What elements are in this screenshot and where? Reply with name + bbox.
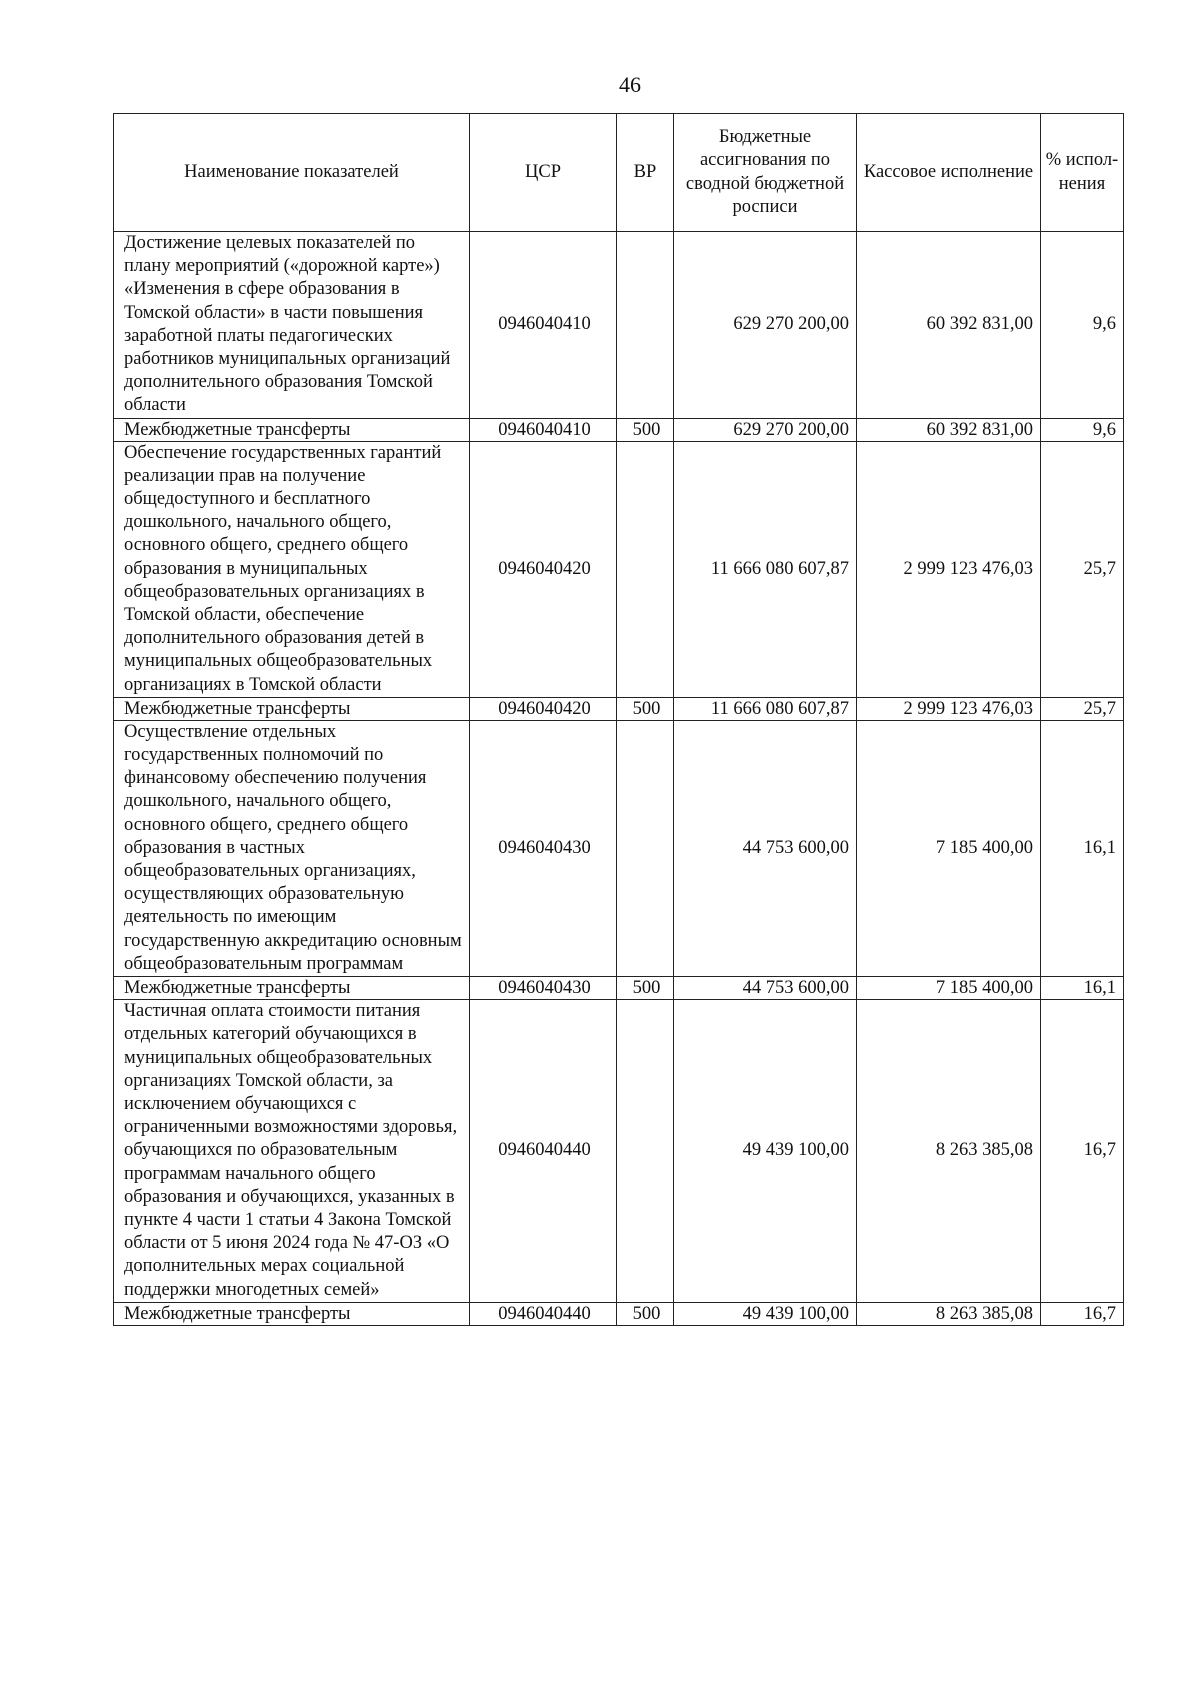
row-name: Межбюджетные трансферты: [114, 697, 470, 720]
row-budget: 44 753 600,00: [674, 977, 857, 1000]
row-budget: 11 666 080 607,87: [674, 441, 857, 697]
table-row: [114, 441, 1124, 697]
row-vr: 500: [617, 697, 674, 720]
row-csr: 0946040410: [470, 418, 617, 441]
row-cash: 8 263 385,08: [857, 1000, 1041, 1303]
row-vr: 500: [617, 977, 674, 1000]
row-csr: 0946040430: [470, 720, 617, 976]
row-cash: 2 999 123 476,03: [857, 697, 1041, 720]
row-budget: 629 270 200,00: [674, 232, 857, 419]
row-name: Достижение целевых показателей по плану мероприятий («дорожной карте») «Изменения в сфере образования в Томской области» в части повышения заработной платы педагогических работников муниципальных организаций дополнительного образования Томской области: [114, 232, 470, 419]
row-budget: 49 439 100,00: [674, 1000, 857, 1303]
header-name: Наименование показателей: [114, 114, 470, 232]
row-name: Межбюджетные трансферты: [114, 1302, 470, 1325]
table-row: [114, 418, 1124, 441]
row-csr: 0946040440: [470, 1302, 617, 1325]
row-percent: 9,6: [1041, 418, 1124, 441]
row-csr: 0946040420: [470, 441, 617, 697]
table-row: [114, 977, 1124, 1000]
table-row: [114, 720, 1124, 976]
row-vr: [617, 720, 674, 976]
row-budget: 44 753 600,00: [674, 720, 857, 976]
header-csr: ЦСР: [470, 114, 617, 232]
header-percent: % испол-нения: [1041, 114, 1124, 232]
row-cash: 60 392 831,00: [857, 418, 1041, 441]
table-row: [114, 1000, 1124, 1303]
budget-execution-table: [113, 113, 1124, 1326]
row-cash: 7 185 400,00: [857, 720, 1041, 976]
table-row: [114, 232, 1124, 419]
row-vr: 500: [617, 1302, 674, 1325]
row-vr: [617, 441, 674, 697]
row-name: Обеспечение государственных гарантий реализации прав на получение общедоступного и бесплатного дошкольного, начального общего, основного общего, среднего общего образования в муниципальных общеобразовательных организациях в Томской области, обеспечение дополнительного образования детей в муниципальных общеобразовательных организациях в Томской области: [114, 441, 470, 697]
row-percent: 25,7: [1041, 697, 1124, 720]
row-percent: 9,6: [1041, 232, 1124, 419]
row-percent: 25,7: [1041, 441, 1124, 697]
row-budget: 11 666 080 607,87: [674, 697, 857, 720]
row-csr: 0946040430: [470, 977, 617, 1000]
row-name: Межбюджетные трансферты: [114, 977, 470, 1000]
row-vr: 500: [617, 418, 674, 441]
row-csr: 0946040420: [470, 697, 617, 720]
row-percent: 16,1: [1041, 720, 1124, 976]
row-vr: [617, 232, 674, 419]
header-cash: Кассовое исполнение: [857, 114, 1041, 232]
row-csr: 0946040440: [470, 1000, 617, 1303]
row-name: Осуществление отдельных государственных полномочий по финансовому обеспечению получения дошкольного, начального общего, основного общего, среднего общего образования в частных общеобразовательных организациях, осуществляющих образовательную деятельность по имеющим государственную аккредитацию основным общеобразовательным программам: [114, 720, 470, 976]
table-row: [114, 1302, 1124, 1325]
header-budget: Бюджетные ассигнования по сводной бюджетной росписи: [674, 114, 857, 232]
row-csr: 0946040410: [470, 232, 617, 419]
row-percent: 16,7: [1041, 1302, 1124, 1325]
row-vr: [617, 1000, 674, 1303]
row-cash: 60 392 831,00: [857, 232, 1041, 419]
row-percent: 16,1: [1041, 977, 1124, 1000]
row-budget: 49 439 100,00: [674, 1302, 857, 1325]
row-cash: 8 263 385,08: [857, 1302, 1041, 1325]
table-row: [114, 697, 1124, 720]
row-percent: 16,7: [1041, 1000, 1124, 1303]
row-cash: 7 185 400,00: [857, 977, 1041, 1000]
row-cash: 2 999 123 476,03: [857, 441, 1041, 697]
row-name: Межбюджетные трансферты: [114, 418, 470, 441]
row-budget: 629 270 200,00: [674, 418, 857, 441]
page-number: 46: [619, 72, 641, 97]
header-vr: ВР: [617, 114, 674, 232]
table-header-row: [114, 114, 1124, 232]
row-name: Частичная оплата стоимости питания отдельных категорий обучающихся в муниципальных общеобразовательных организациях Томской области, за исключением обучающихся с ограниченными возможностями здоровья, обучающихся по образовательным программам начального общего образования и обучающихся, указанных в пункте 4 части 1 статьи 4 Закона Томской области от 5 июня 2024 года № 47-ОЗ «О дополнительных мерах социальной поддержки многодетных семей»: [114, 1000, 470, 1303]
